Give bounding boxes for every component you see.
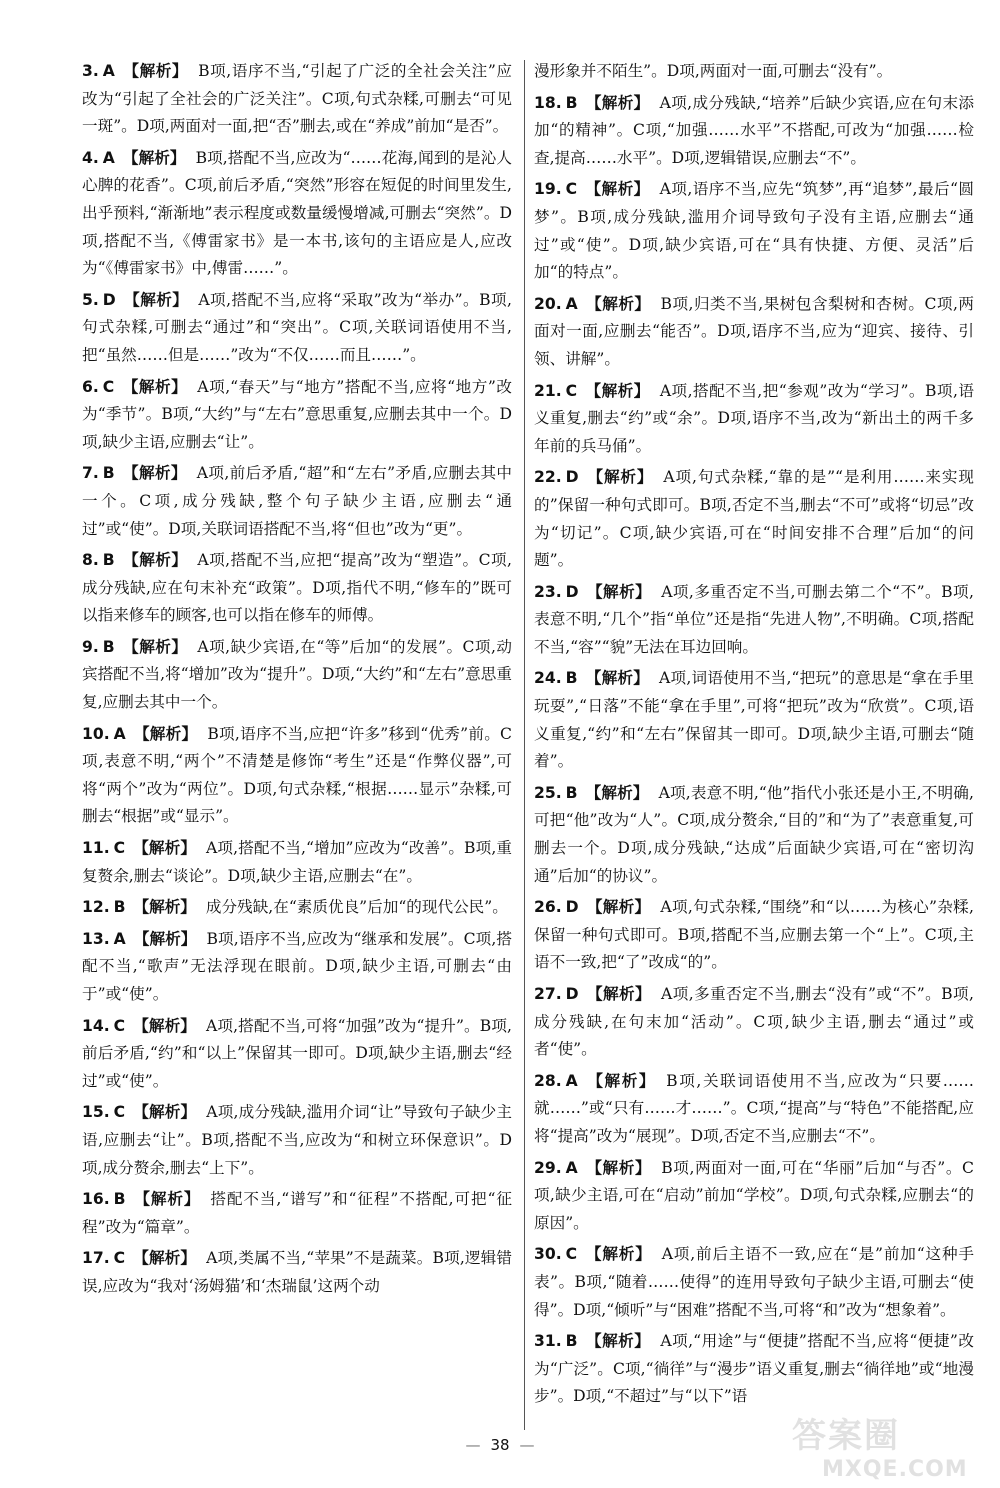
answer-number: 24. xyxy=(534,669,562,688)
analysis-tag: 【解析】 xyxy=(585,1071,657,1090)
analysis-tag: 【解析】 xyxy=(133,1249,197,1268)
analysis-text: A项,类属不当,“苹果”不是蔬菜。B项,逻辑错误,应改为“我对‘汤姆猫’和‘杰瑞鼠’这两个动 xyxy=(82,1249,512,1295)
answer-choice: B xyxy=(113,898,126,917)
analysis-text: A项,语序不当,应先“筑梦”,再“追梦”,最后“圆梦”。B项,成分残缺,滥用介词导致句子没有主语,应删去“通过”或“使”。D项,缺少宾语,可在“具有快捷、方便、灵活”后加“的特点”。 xyxy=(534,180,974,282)
answer-item xyxy=(534,894,974,977)
answer-item xyxy=(82,145,512,283)
answer-number: 17. xyxy=(82,1249,110,1268)
answer-item xyxy=(534,464,974,574)
answer-choice: C xyxy=(565,381,578,400)
answer-item xyxy=(534,1241,974,1324)
analysis-tag: 【解析】 xyxy=(585,180,650,199)
answer-choice: C xyxy=(113,1103,126,1122)
answer-item xyxy=(82,460,512,543)
analysis-text: A项,成分残缺,“培养”后缺少宾语,应在句末添加“的精神”。C项,“加强……水平”不搭配,可改为“加强……检查,提高……水平”。D项,逻辑错误,应删去“不”。 xyxy=(534,93,974,167)
analysis-text: A项,句式杂糅,“围绕”和“以……为核心”杂糅,保留一种句式即可。B项,搭配不当,应删去第一个“上”。C项,主语不一致,把“了”改成“的”。 xyxy=(534,898,974,972)
analysis-tag: 【解析】 xyxy=(585,783,649,802)
analysis-text: A项,搭配不当,应将“采取”改为“举办”。B项,句式杂糅,可删去“通过”和“突出”。C项,关联词语使用不当,把“虽然……但是……”改为“不仅……而且……”。 xyxy=(82,290,512,364)
answer-number: 13. xyxy=(82,929,110,948)
answer-number: 29. xyxy=(534,1158,562,1177)
analysis-text: A项,前后主语不一致,应在“是”前加“这种手表”。B项,“随着……使得”的连用导致句子缺少主语,可删去“使得”。D项,“倾听”与“困难”搭配不当,可将“和”改为“想象着”。 xyxy=(534,1245,974,1319)
analysis-tag: 【解析】 xyxy=(586,468,654,487)
answer-choice: A xyxy=(565,294,578,313)
analysis-text: B项,关联词语使用不当,应改为“只要……就……”或“只有……才……”。C项,“提高”与“特色”不能搭配,应将“提高”改为“展现”。D项,否定不当,应删去“不”。 xyxy=(534,1071,974,1145)
answer-number: 12. xyxy=(82,898,110,917)
analysis-tag: 【解析】 xyxy=(585,381,650,400)
analysis-text: A项,搭配不当,“增加”应改为“改善”。B项,重复赘余,删去“谈论”。D项,缺少主语,应删去“在”。 xyxy=(82,839,512,885)
answer-choice: A xyxy=(565,1158,578,1177)
answer-number: 9. xyxy=(82,637,99,656)
answer-number: 22. xyxy=(534,468,562,487)
analysis-tag: 【解析】 xyxy=(123,290,189,309)
answer-choice: B xyxy=(565,669,578,688)
analysis-text: A项,句式杂糅,“靠的是”“是利用……来实现的”保留一种句式即可。B项,否定不当,删去“不可”或将“切忌”改为“切记”。C项,缺少宾语,可在“时间安排不合理”后加“的问题”。 xyxy=(534,468,974,570)
analysis-tag: 【解析】 xyxy=(585,669,650,688)
answer-number: 7. xyxy=(82,464,99,483)
analysis-text: A项,成分残缺,滥用介词“让”导致句子缺少主语,应删去“让”。B项,搭配不当,应改为“和树立环保意识”。D项,成分赘余,删去“上下”。 xyxy=(82,1103,512,1177)
answer-item xyxy=(534,291,974,374)
answer-number: 3. xyxy=(82,62,99,80)
answer-choice: B xyxy=(102,551,115,570)
answer-item xyxy=(534,579,974,662)
answer-number: 27. xyxy=(534,985,562,1003)
analysis-text: B项,语序不当,应改为“继承和发展”。C项,搭配不当,“歌声”无法浮现在眼前。D项,缺少主语,可删去“由于”或“使”。 xyxy=(82,929,512,1003)
answer-choice: D xyxy=(565,582,579,601)
answer-item xyxy=(534,176,974,286)
answer-item xyxy=(82,1245,512,1300)
answer-item xyxy=(534,981,974,1064)
answer-choice: B xyxy=(113,1190,126,1209)
answer-number: 5. xyxy=(82,290,99,309)
answer-number: 19. xyxy=(534,180,562,199)
left-column xyxy=(82,58,512,1305)
answer-number: 30. xyxy=(534,1245,562,1264)
answer-item xyxy=(534,1328,974,1411)
analysis-tag: 【解析】 xyxy=(122,148,186,167)
answer-item xyxy=(82,374,512,457)
watermark-logo xyxy=(792,1408,982,1480)
analysis-text: B项,两面对一面,可在“华丽”后加“与否”。C项,缺少主语,可在“启动”前加“学校”。D项,句式杂糅,应删去“的原因”。 xyxy=(534,1158,974,1232)
watermark-en: MXQE.COM xyxy=(822,1457,968,1482)
answer-item xyxy=(82,287,512,370)
page-number: — 38 — xyxy=(465,1436,535,1454)
answer-number: 16. xyxy=(82,1190,110,1209)
right-column xyxy=(534,58,974,1415)
answer-choice: A xyxy=(113,724,126,743)
answer-number: 28. xyxy=(534,1071,562,1090)
analysis-text: B项,语序不当,应把“许多”移到“优秀”前。C项,表意不明,“两个”不清楚是修饰“考生”还是“作弊仪器”,可将“两个”改为“两位”。D项,句式杂糅,“根据……显示”杂糅,可删去“根据”或“显示”。 xyxy=(82,724,512,826)
answer-item xyxy=(82,1013,512,1096)
answer-choice: D xyxy=(565,985,579,1003)
analysis-tag: 【解析】 xyxy=(133,839,197,858)
analysis-text: A项,搭配不当,应把“提高”改为“塑造”。C项,成分残缺,应在句末补充“政策”。D项,指代不明,“修车的”既可以指来修车的顾客,也可以指在修车的师傅。 xyxy=(82,551,512,625)
analysis-tag: 【解析】 xyxy=(122,62,189,80)
analysis-tag: 【解析】 xyxy=(133,898,196,917)
answer-number: 14. xyxy=(82,1016,110,1035)
answer-item xyxy=(82,894,512,922)
answer-item xyxy=(82,1099,512,1182)
answer-number: 26. xyxy=(534,898,562,917)
answer-choice: C xyxy=(113,1016,126,1035)
answer-item xyxy=(534,1068,974,1151)
analysis-text: 成分残缺,在“素质优良”后加“的现代公民”。 xyxy=(205,898,508,917)
answer-item xyxy=(534,378,974,461)
answer-choice: A xyxy=(565,1071,578,1090)
analysis-tag: 【解析】 xyxy=(133,1190,201,1209)
answer-item xyxy=(82,58,512,141)
analysis-text: A项,词语使用不当,“把玩”的意思是“拿在手里玩耍”,“日落”不能“拿在手里”,可将“把玩”改为“欣赏”。C项,语义重复,“约”和“左右”保留其一即可。D项,缺少主语,可删去“随着”。 xyxy=(534,669,974,771)
watermark-cn: 答案圈 xyxy=(792,1416,900,1456)
answer-item xyxy=(82,634,512,717)
analysis-text: A项,搭配不当,可将“加强”改为“提升”。B项,前后矛盾,“约”和“以上”保留其一即可。D项,缺少主语,删去“经过”或“使”。 xyxy=(82,1016,512,1090)
answer-choice: A xyxy=(102,148,115,167)
answer-choice: C xyxy=(565,1245,578,1264)
analysis-tag: 【解析】 xyxy=(585,1158,652,1177)
analysis-text: A项,“春天”与“地方”搭配不当,应将“地方”改为“季节”。B项,“大约”与“左右”意思重复,应删去其中一个。D项,缺少主语,应删去“让”。 xyxy=(82,377,512,451)
answer-choice: C xyxy=(113,1249,126,1268)
answer-number: 11. xyxy=(82,839,110,858)
answer-item xyxy=(534,90,974,173)
analysis-text: A项,搭配不当,把“参观”改为“学习”。B项,语义重复,删去“约”或“余”。D项,语序不当,改为“新出土的两千多年前的兵马俑”。 xyxy=(534,381,974,455)
answer-item xyxy=(534,1155,974,1238)
answer-number: 10. xyxy=(82,724,110,743)
answer-number: 25. xyxy=(534,783,562,802)
analysis-text: A项,前后矛盾,“超”和“左右”矛盾,应删去其中一个。C项,成分残缺,整个句子缺少主语,应删去“通过”或“使”。D项,关联词语搭配不当,将“但也”改为“更”。 xyxy=(82,464,512,538)
answer-choice: D xyxy=(565,898,579,917)
analysis-tag: 【解析】 xyxy=(133,724,198,743)
answer-choice: A xyxy=(102,62,115,80)
analysis-tag: 【解析】 xyxy=(585,1332,651,1351)
analysis-tag: 【解析】 xyxy=(133,1016,197,1035)
analysis-text: A项,缺少宾语,在“等”后加“的发展”。C项,动宾搭配不当,将“增加”改为“提升”。D项,“大约”和“左右”意思重复,应删去其中一个。 xyxy=(82,637,512,712)
analysis-tag: 【解析】 xyxy=(122,551,188,570)
analysis-tag: 【解析】 xyxy=(133,1103,197,1122)
answer-choice: A xyxy=(113,929,126,948)
answer-choice: B xyxy=(565,93,578,112)
analysis-text: 搭配不当,“谱写”和“征程”不搭配,可把“征程”改为“篇章”。 xyxy=(82,1190,512,1236)
answer-item xyxy=(82,721,512,831)
answer-number: 6. xyxy=(82,377,99,396)
analysis-tag: 【解析】 xyxy=(585,93,650,112)
analysis-text: A项,“用途”与“便捷”搭配不当,应将“便捷”改为“广泛”。C项,“徜徉”与“漫步”语义重复,删去“徜徉地”或“地漫步”。D项,“不超过”与“以下”语 xyxy=(534,1332,974,1406)
analysis-tag: 【解析】 xyxy=(586,582,652,601)
answer-number: 23. xyxy=(534,582,562,601)
answer-choice: B xyxy=(102,637,115,656)
answer-number: 31. xyxy=(534,1332,562,1351)
answer-choice: B xyxy=(102,464,115,483)
answer-number: 15. xyxy=(82,1103,110,1122)
answer-item xyxy=(534,780,974,890)
analysis-text: B项,搭配不当,应改为“……花海,闻到的是沁人心脾的花香”。C项,前后矛盾,“突然”形容在短促的时间里发生,出乎预料,“渐渐地”表示程度或数量缓慢增减,可删去“突然”。D项,搭配不当,《傅雷家书》是一本书,该句的主语应是人,应改为“《傅雷家书》中,傅雷……”。 xyxy=(82,148,512,278)
analysis-text: B项,归类不当,果树包含梨树和杏树。C项,两面对一面,应删去“能否”。D项,语序不当,应为“迎宾、接待、引领、讲解”。 xyxy=(534,294,974,368)
answer-number: 4. xyxy=(82,148,99,167)
answer-choice: D xyxy=(565,468,579,487)
analysis-text: A项,表意不明,“他”指代小张还是小王,不明确,可把“他”改为“人”。C项,成分赘余,“目的”和“为了”表意重复,可删去一个。D项,成分残缺,“达成”后面缺少宾语,可在“密切沟通”后加“的协议”。 xyxy=(534,783,974,885)
answer-choice: B xyxy=(565,1332,578,1351)
answer-number: 8. xyxy=(82,551,99,570)
continued-answer-text: 漫形象并不陌生”。D项,两面对一面,可删去“没有”。 xyxy=(534,62,893,80)
answer-choice: C xyxy=(565,180,578,199)
analysis-text: A项,多重否定不当,可删去第二个“不”。B项,表意不明,“几个”指“单位”还是指“先进人物”,不明确。C项,搭配不当,“容”“貌”无法在耳边回响。 xyxy=(534,582,974,656)
analysis-tag: 【解析】 xyxy=(586,985,652,1003)
analysis-tag: 【解析】 xyxy=(585,1245,652,1264)
answer-item xyxy=(82,547,512,630)
analysis-tag: 【解析】 xyxy=(122,637,188,656)
answer-choice: C xyxy=(102,377,115,396)
analysis-tag: 【解析】 xyxy=(122,464,187,483)
analysis-tag: 【解析】 xyxy=(133,929,197,948)
answer-item xyxy=(82,835,512,890)
answer-number: 18. xyxy=(534,93,562,112)
answer-item xyxy=(534,665,974,775)
column-divider xyxy=(524,60,525,1430)
answer-choice: C xyxy=(113,839,126,858)
answer-number: 20. xyxy=(534,294,562,313)
analysis-tag: 【解析】 xyxy=(122,377,188,396)
analysis-tag: 【解析】 xyxy=(585,294,651,313)
analysis-text: B项,语序不当,“引起了广泛的全社会关注”应改为“引起了全社会的广泛关注”。C项,句式杂糅,可删去“可见一斑”。D项,两面对一面,把“否”删去,或在“养成”前加“是否”。 xyxy=(82,62,512,136)
analysis-text: A项,多重否定不当,删去“没有”或“不”。B项,成分残缺,在句末加“活动”。C项,缺少主语,删去“通过”或者“使”。 xyxy=(534,985,974,1059)
answer-item xyxy=(82,926,512,1009)
answer-choice: D xyxy=(102,290,116,309)
answer-item xyxy=(82,1186,512,1241)
answer-number: 21. xyxy=(534,381,562,400)
analysis-tag: 【解析】 xyxy=(586,898,651,917)
answer-choice: B xyxy=(565,783,578,802)
